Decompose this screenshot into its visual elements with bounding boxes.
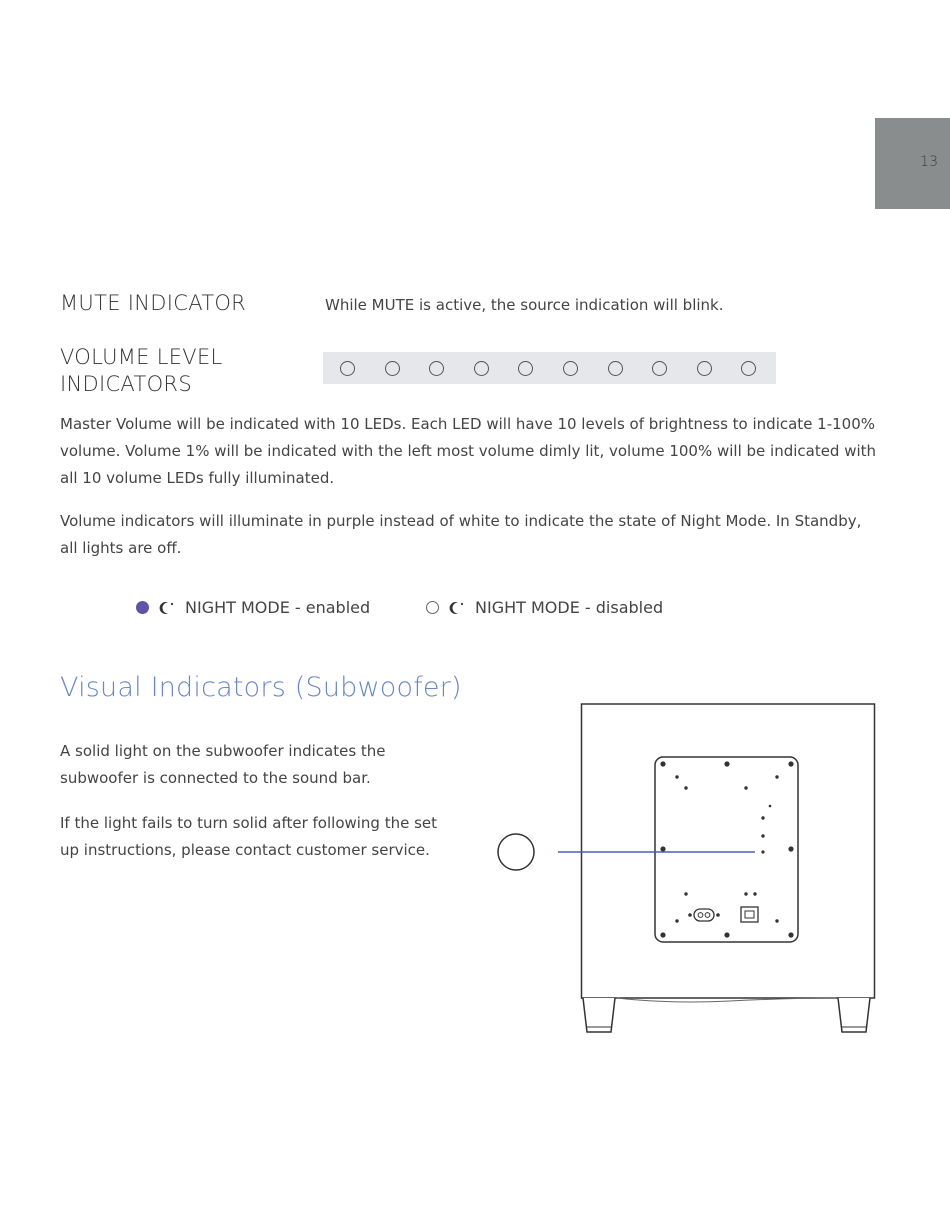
mute-indicator-description: While MUTE is active, the source indication will blink. bbox=[325, 296, 724, 314]
volume-led-9 bbox=[697, 361, 712, 376]
led-empty-icon bbox=[426, 601, 439, 614]
moon-icon bbox=[449, 600, 465, 616]
volume-led-strip bbox=[323, 352, 776, 384]
page-number-tab bbox=[875, 118, 950, 209]
volume-led-10 bbox=[741, 361, 756, 376]
status-led bbox=[761, 850, 764, 853]
subwoofer-back-panel bbox=[655, 757, 798, 942]
subwoofer-diagram bbox=[490, 700, 880, 1040]
night-mode-disabled-label: NIGHT MODE - disabled bbox=[475, 598, 664, 617]
led-filled-icon bbox=[136, 601, 149, 614]
volume-led-4 bbox=[474, 361, 489, 376]
volume-paragraph-2: Volume indicators will illuminate in purple instead of white to indicate the state of Night Mode. In Standby, all lights are off. bbox=[60, 512, 862, 557]
status-light-callout-icon bbox=[498, 834, 534, 870]
volume-led-2 bbox=[385, 361, 400, 376]
mute-indicator-label: MUTE INDICATOR bbox=[60, 291, 247, 315]
subwoofer-paragraph-1: A solid light on the subwoofer indicates the subwoofer is connected to the sound bar. bbox=[60, 742, 386, 787]
night-mode-enabled-label: NIGHT MODE - enabled bbox=[185, 598, 371, 617]
volume-led-7 bbox=[608, 361, 623, 376]
volume-led-5 bbox=[518, 361, 533, 376]
volume-led-1 bbox=[340, 361, 355, 376]
night-mode-disabled bbox=[426, 598, 663, 617]
subwoofer-heading: Visual Indicators (Subwoofer) bbox=[60, 672, 462, 703]
volume-label-line2: INDICATORS bbox=[60, 372, 192, 396]
volume-led-8 bbox=[652, 361, 667, 376]
page-number: 13 bbox=[920, 154, 938, 170]
volume-led-6 bbox=[563, 361, 578, 376]
volume-level-label bbox=[60, 344, 223, 398]
volume-paragraph-1: Master Volume will be indicated with 10 LEDs. Each LED will have 10 levels of brightness to indicate 1-100% volume. Volume 1% will be indicated with the left most volume dimly lit, volume 100% will be indicated with all 10 volume LEDs fully illuminated. bbox=[60, 415, 877, 487]
volume-led-3 bbox=[429, 361, 444, 376]
subwoofer-paragraph-2: If the light fails to turn solid after following the set up instructions, please contact customer service. bbox=[60, 814, 438, 859]
volume-label-line1: VOLUME LEVEL bbox=[60, 345, 223, 369]
power-switch bbox=[741, 907, 758, 922]
moon-icon bbox=[159, 600, 175, 616]
night-mode-enabled bbox=[136, 598, 370, 617]
